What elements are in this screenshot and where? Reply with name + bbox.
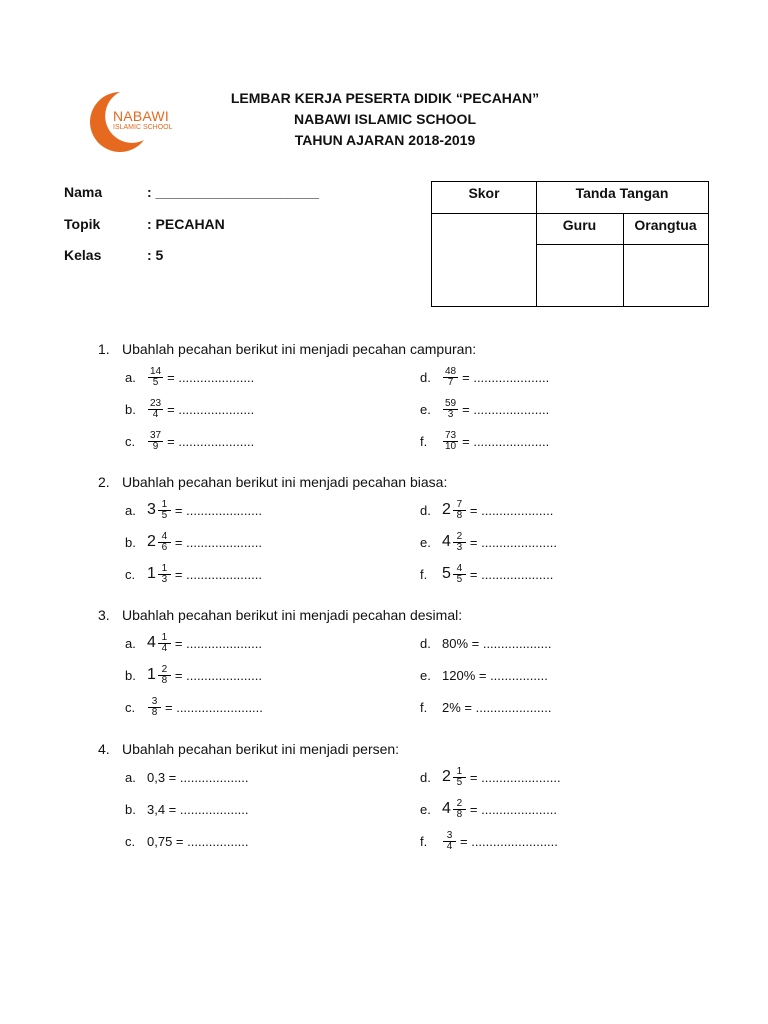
numerator: 4 xyxy=(161,530,168,542)
question-1-item[interactable] xyxy=(125,395,254,423)
denominator: 7 xyxy=(447,376,454,388)
question-text: Ubahlah pecahan berikut ini menjadi persen: xyxy=(122,741,400,757)
question-3-item[interactable] xyxy=(125,629,262,657)
whole-number: 1 xyxy=(147,565,156,582)
score-table xyxy=(431,181,709,307)
whole-number: 2 xyxy=(442,501,451,518)
question-3-title xyxy=(98,607,462,623)
question-4-item[interactable] xyxy=(420,795,557,823)
item-letter: b. xyxy=(125,801,136,817)
denominator: 8 xyxy=(151,706,158,718)
question-3-item[interactable] xyxy=(420,693,551,721)
score-header: Skor xyxy=(468,185,500,201)
item-letter: d. xyxy=(420,369,431,385)
item-text: 120% = ................ xyxy=(442,667,548,683)
whole-number: 4 xyxy=(442,800,451,817)
class-label: Kelas xyxy=(64,247,102,263)
whole-number: 4 xyxy=(147,634,156,651)
item-letter: a. xyxy=(125,502,136,518)
denominator: 10 xyxy=(445,440,457,452)
answer-blank[interactable]: = ..................... xyxy=(174,635,262,651)
denominator: 5 xyxy=(152,376,159,388)
item-text: 3,4 = ................... xyxy=(147,801,249,817)
item-letter: e. xyxy=(420,401,431,417)
item-letter: d. xyxy=(420,502,431,518)
score-cell[interactable] xyxy=(432,214,536,306)
numerator: 2 xyxy=(161,663,168,675)
question-text: Ubahlah pecahan berikut ini menjadi pecahan desimal: xyxy=(122,607,463,623)
item-letter: a. xyxy=(125,635,136,651)
numerator: 3 xyxy=(446,829,453,841)
numerator: 23 xyxy=(150,397,162,409)
item-letter: a. xyxy=(125,369,136,385)
answer-blank[interactable]: = ..................... xyxy=(167,369,255,385)
item-text: 2% = ..................... xyxy=(442,699,552,715)
denominator: 5 xyxy=(456,573,463,585)
question-3-item[interactable] xyxy=(125,661,262,689)
question-4-item[interactable] xyxy=(125,763,249,791)
fraction xyxy=(149,431,162,452)
numerator: 37 xyxy=(150,429,162,441)
item-letter: d. xyxy=(420,635,431,651)
signature-header: Tanda Tangan xyxy=(575,185,669,201)
numerator: 2 xyxy=(456,530,463,542)
item-letter: b. xyxy=(125,401,136,417)
question-2-item[interactable] xyxy=(420,528,557,556)
denominator: 4 xyxy=(446,840,453,852)
question-2-item[interactable] xyxy=(420,496,553,524)
teacher-header: Guru xyxy=(562,217,597,233)
numerator: 48 xyxy=(445,365,457,377)
question-2-item[interactable] xyxy=(420,560,553,588)
answer-blank[interactable]: = .................... xyxy=(469,566,554,582)
question-4-item[interactable] xyxy=(420,827,558,855)
answer-blank[interactable]: = ..................... xyxy=(174,534,262,550)
question-4-title xyxy=(98,741,399,757)
logo-name: NABAWI xyxy=(113,108,169,124)
item-letter: f. xyxy=(420,433,428,449)
topic-value: : PECAHAN xyxy=(147,216,225,232)
denominator: 8 xyxy=(161,674,168,686)
fraction xyxy=(444,831,455,852)
denominator: 3 xyxy=(161,573,168,585)
denominator: 3 xyxy=(456,541,463,553)
question-number: 4. xyxy=(98,741,110,757)
numerator: 3 xyxy=(151,695,158,707)
question-1-item[interactable] xyxy=(420,395,549,423)
item-letter: b. xyxy=(125,667,136,683)
denominator: 5 xyxy=(456,776,463,788)
numerator: 1 xyxy=(161,498,168,510)
logo-subtitle: ISLAMIC SCHOOL xyxy=(113,124,173,131)
question-3-item[interactable] xyxy=(420,629,551,657)
whole-number: 5 xyxy=(442,565,451,582)
fraction xyxy=(444,431,457,452)
item-letter: e. xyxy=(420,534,431,550)
item-letter: e. xyxy=(420,801,431,817)
item-letter: f. xyxy=(420,699,428,715)
question-text: Ubahlah pecahan berikut ini menjadi pecahan campuran: xyxy=(122,341,477,357)
question-1-item[interactable] xyxy=(420,363,549,391)
school-logo xyxy=(86,88,178,152)
fraction xyxy=(159,633,170,654)
fraction xyxy=(454,532,465,553)
question-2-item[interactable] xyxy=(125,560,262,588)
denominator: 9 xyxy=(152,440,159,452)
fraction xyxy=(444,399,457,420)
numerator: 1 xyxy=(161,631,168,643)
title-line-3: TAHUN AJARAN 2018-2019 xyxy=(294,132,476,148)
item-letter: c. xyxy=(125,566,136,582)
denominator: 6 xyxy=(161,541,168,553)
item-letter: f. xyxy=(420,566,428,582)
fraction xyxy=(454,564,465,585)
fraction xyxy=(159,564,170,585)
answer-blank[interactable]: = ..................... xyxy=(469,534,557,550)
question-4-item[interactable] xyxy=(125,795,249,823)
fraction xyxy=(159,665,170,686)
numerator: 1 xyxy=(456,765,463,777)
numerator: 7 xyxy=(456,498,463,510)
answer-blank[interactable]: = ..................... xyxy=(174,566,262,582)
answer-blank[interactable]: = ...................... xyxy=(469,769,561,785)
denominator: 4 xyxy=(161,642,168,654)
denominator: 4 xyxy=(152,408,159,420)
class-value: : 5 xyxy=(147,247,164,263)
answer-blank[interactable]: = ..................... xyxy=(469,801,557,817)
item-text: 0,75 = ................. xyxy=(147,833,249,849)
answer-blank[interactable]: = ........................ xyxy=(165,699,263,715)
numerator: 2 xyxy=(456,797,463,809)
question-number: 2. xyxy=(98,474,110,490)
denominator: 8 xyxy=(456,808,463,820)
question-text: Ubahlah pecahan berikut ini menjadi pecahan biasa: xyxy=(122,474,448,490)
fraction xyxy=(454,767,465,788)
answer-blank[interactable]: = ..................... xyxy=(167,433,255,449)
answer-blank[interactable]: = ..................... xyxy=(462,401,550,417)
numerator: 59 xyxy=(445,397,457,409)
denominator: 3 xyxy=(447,408,454,420)
fraction xyxy=(454,799,465,820)
answer-blank[interactable]: = ..................... xyxy=(174,502,262,518)
answer-blank[interactable]: = ..................... xyxy=(167,401,255,417)
item-letter: b. xyxy=(125,534,136,550)
topic-label: Topik xyxy=(64,216,101,232)
denominator: 8 xyxy=(456,509,463,521)
question-1-title xyxy=(98,341,476,357)
question-3-item[interactable] xyxy=(125,693,263,721)
numerator: 4 xyxy=(456,562,463,574)
question-1-item[interactable] xyxy=(420,427,549,455)
whole-number: 3 xyxy=(147,501,156,518)
question-4-item[interactable] xyxy=(125,827,249,855)
whole-number: 2 xyxy=(147,533,156,550)
title-line-2: NABAWI ISLAMIC SCHOOL xyxy=(294,111,476,127)
question-1-item[interactable] xyxy=(125,363,254,391)
name-field[interactable]: : _____________________ xyxy=(147,184,320,200)
whole-number: 2 xyxy=(442,768,451,785)
item-letter: c. xyxy=(125,833,136,849)
fraction xyxy=(444,367,457,388)
answer-blank[interactable]: = .................... xyxy=(469,502,554,518)
numerator: 73 xyxy=(445,429,457,441)
parent-header: Orangtua xyxy=(634,217,697,233)
item-text: 0,3 = ................... xyxy=(147,769,249,785)
question-2-title xyxy=(98,474,447,490)
answer-blank[interactable]: = ..................... xyxy=(174,667,262,683)
item-text: 80% = ................... xyxy=(442,635,552,651)
numerator: 1 xyxy=(161,562,168,574)
name-label: Nama xyxy=(64,184,103,200)
question-2-item[interactable] xyxy=(125,496,262,524)
question-number: 3. xyxy=(98,607,110,623)
fraction xyxy=(149,399,162,420)
numerator: 14 xyxy=(150,365,162,377)
title-line-1: LEMBAR KERJA PESERTA DIDIK “PECAHAN” xyxy=(230,90,540,106)
question-3-item[interactable] xyxy=(420,661,548,689)
question-number: 1. xyxy=(98,341,110,357)
item-letter: c. xyxy=(125,699,136,715)
item-letter: f. xyxy=(420,833,428,849)
answer-blank[interactable]: = ........................ xyxy=(460,833,558,849)
parent-signature-cell[interactable] xyxy=(624,245,708,306)
item-letter: e. xyxy=(420,667,431,683)
question-4-item[interactable] xyxy=(420,763,561,791)
item-letter: a. xyxy=(125,769,136,785)
fraction xyxy=(159,500,170,521)
denominator: 5 xyxy=(161,509,168,521)
question-1-item[interactable] xyxy=(125,427,254,455)
answer-blank[interactable]: = ..................... xyxy=(462,369,550,385)
fraction xyxy=(149,367,162,388)
fraction xyxy=(149,697,160,718)
whole-number: 1 xyxy=(147,666,156,683)
question-2-item[interactable] xyxy=(125,528,262,556)
item-letter: c. xyxy=(125,433,136,449)
answer-blank[interactable]: = ..................... xyxy=(462,433,550,449)
item-letter: d. xyxy=(420,769,431,785)
fraction xyxy=(159,532,170,553)
fraction xyxy=(454,500,465,521)
teacher-signature-cell[interactable] xyxy=(537,245,623,306)
whole-number: 4 xyxy=(442,533,451,550)
